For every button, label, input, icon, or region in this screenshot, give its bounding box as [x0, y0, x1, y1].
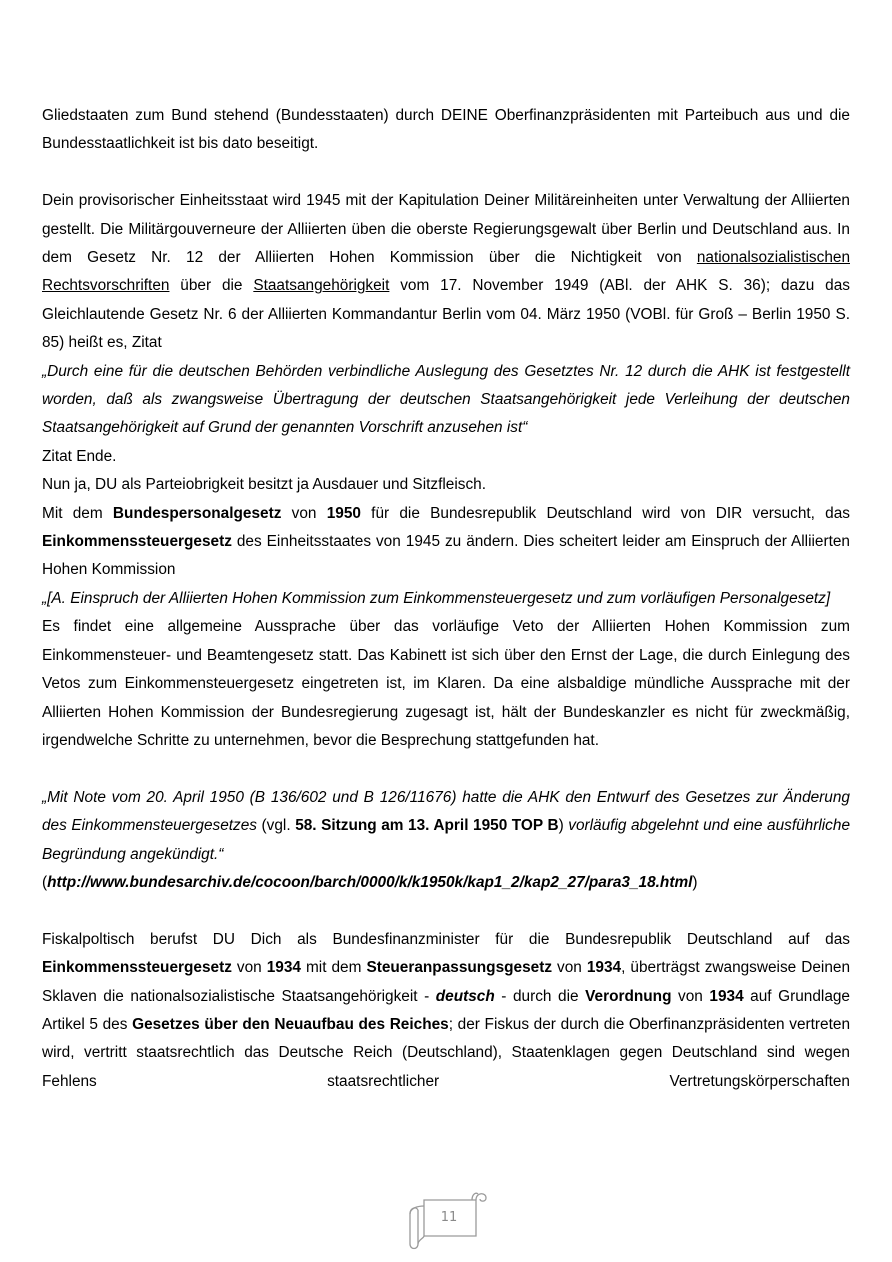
paragraph-note-ahk	[42, 784, 850, 869]
page-footer	[404, 1188, 488, 1250]
bold-term: Steueranpassungsgesetz	[366, 959, 553, 977]
paragraph-bundespersonalgesetz	[42, 500, 850, 585]
text-run: , überträgst zwangsweise Deinen Sklaven die nationalsozialistische Staatsangehörigkeit -	[42, 959, 850, 1005]
bold-term: Einkommenssteuergesetz	[42, 533, 232, 551]
paragraph-nun-ja: Nun ja, DU als Parteiobrigkeit besitzt ja Ausdauer und Sitzfleisch.	[42, 476, 486, 494]
paragraph-source	[42, 869, 850, 897]
bold-term: 1934	[266, 959, 301, 977]
text-run: (vgl.	[257, 817, 296, 835]
source-url-link[interactable]: http://www.bundesarchiv.de/cocoon/barch/0000/k/k1950k/kap1_2/kap2_27/para3_18.html	[47, 873, 693, 891]
underlined-term: Rechtsvorschriften	[42, 277, 170, 295]
page-number: 11	[440, 1210, 458, 1225]
paragraph-bundesstaaten: Gliedstaaten zum Bund stehend (Bundesstaaten) durch DEINE Oberfinanzpräsidenten mit Parteibuch aus und die Bundesstaatlichkeit ist bis dato beseitigt.	[42, 107, 850, 153]
paragraph-gap	[42, 159, 850, 187]
bold-term: Einkommenssteuergesetz	[42, 959, 232, 977]
text-run: von	[231, 959, 267, 977]
text-run: (	[42, 873, 48, 891]
text-run: Mit dem	[42, 504, 113, 522]
text-run: mit dem	[300, 959, 367, 977]
paragraph-gap	[42, 755, 850, 783]
text-run: über die	[169, 277, 254, 295]
paragraph-einheitsstaat	[42, 187, 850, 357]
text-run: von	[671, 987, 710, 1005]
document-body	[42, 102, 850, 1096]
text-run: ; der Fiskus der durch die Oberfinanzpräsidenten vertreten wird, vertritt staatsrechtlich das Deutsche Reich (Deutschland), Staatenklagen gegen Deutschland sind wegen Fehlens staatsrechtlicher Vertretungskörperschaften	[42, 1015, 851, 1090]
text-run: des Einheitsstaates von 1945 zu ändern. Dies scheitert leider am Einspruch der Alliierten Hohen Kommission	[42, 533, 850, 579]
paragraph-fiskalpolitik	[42, 926, 850, 1096]
text-run: für die Bundesrepublik Deutschland wird von DIR versucht, das	[360, 504, 850, 522]
text-run: von	[552, 959, 587, 977]
bold-term: Gesetzes über den Neuaufbau des Reiches	[132, 1015, 449, 1033]
text-run: Fiskalpoltisch berufst DU Dich als Bundesfinanzminister für die Bundesrepublik Deutschland auf das	[42, 930, 850, 948]
paragraph-aussprache: Es findet eine allgemeine Aussprache über das vorläufige Veto der Alliierten Hohen Kommission zum Einkommensteuer- und Beamtengesetz statt. Das Kabinett ist sich über den Ernst der Lage, die durch Einlegung des Vetos zum Einkommensteuergesetz eingetreten ist, im Klaren. Da eine alsbaldige mündliche Aussprache mit der Alliierten Hohen Kommission der Bundesregierung zugesagt ist, hält der Bundeskanzler es nicht für zweckmäßig, irgendwelche Schritte zu unternehmen, bevor die Besprechung stattgefunden hat.	[42, 618, 850, 749]
text-run: )	[692, 873, 698, 891]
text-run: von	[281, 504, 327, 522]
text-run: Dein provisorischer Einheitsstaat wird 1945 mit der Kapitulation Deiner Militäreinheiten unter Verwaltung der Alliierten gestellt. Die Militärgouverneure der Alliierten üben die oberste Regierungsgewalt über Berlin und Deutschland aus. In dem Gesetz Nr. 12 der Alliierten Hohen Kommission über die Nichtigkeit von	[42, 192, 850, 267]
bold-term: Verordnung	[585, 987, 672, 1005]
text-run: vom 17. November 1949 (ABl. der AHK S. 36); dazu das Gleichlautende Gesetz Nr. 6 der Alliierten Kommandantur Berlin vom 04. März 1950 (VOBl. für Groß – Berlin 1950 S. 85) heißt es, Zitat	[42, 277, 850, 352]
zitat-ende: Zitat Ende.	[42, 447, 117, 465]
bold-term: 1950	[326, 504, 361, 522]
bold-term: 58. Sitzung am 13. April 1950 TOP B	[295, 817, 559, 835]
bold-italic-term: deutsch	[435, 987, 495, 1005]
bold-term: 1934	[586, 959, 622, 977]
underlined-term: nationalsozialistischen	[696, 249, 850, 267]
text-run: auf Grundlage Artikel 5 des	[42, 987, 850, 1033]
text-run: - durch die	[494, 987, 586, 1005]
bold-term: Bundespersonalgesetz	[112, 504, 282, 522]
paragraph-gap	[42, 897, 850, 925]
italic-run: vorläufig abgelehnt und eine ausführliche Begründung angekündigt.“	[42, 817, 850, 863]
quote-ahk-auslegung: „Durch eine für die deutschen Behörden verbindliche Auslegung des Gesetztes Nr. 12 durch die AHK ist festgestellt worden, daß als zwangsweise Übertragung der deutschen Staatsangehörigkeit jede Verleihung der deutschen Staatsangehörigkeit auf Grund der genannten Vorschrift anzusehen ist“	[42, 362, 850, 437]
underlined-term: Staatsangehörigkeit	[253, 277, 390, 295]
quote-einspruch-heading: „[A. Einspruch der Alliierten Hohen Kommission zum Einkommensteuergesetz und zum vorläufigen Personalgesetz]	[42, 589, 831, 607]
italic-run: „Mit Note vom 20. April 1950 (B 136/602 und B 126/11676) hatte die AHK den Entwurf des Gesetzes zur Änderung des Einkommensteuergesetzes	[42, 788, 850, 835]
bold-term: 1934	[709, 987, 744, 1005]
text-run: )	[558, 817, 569, 835]
